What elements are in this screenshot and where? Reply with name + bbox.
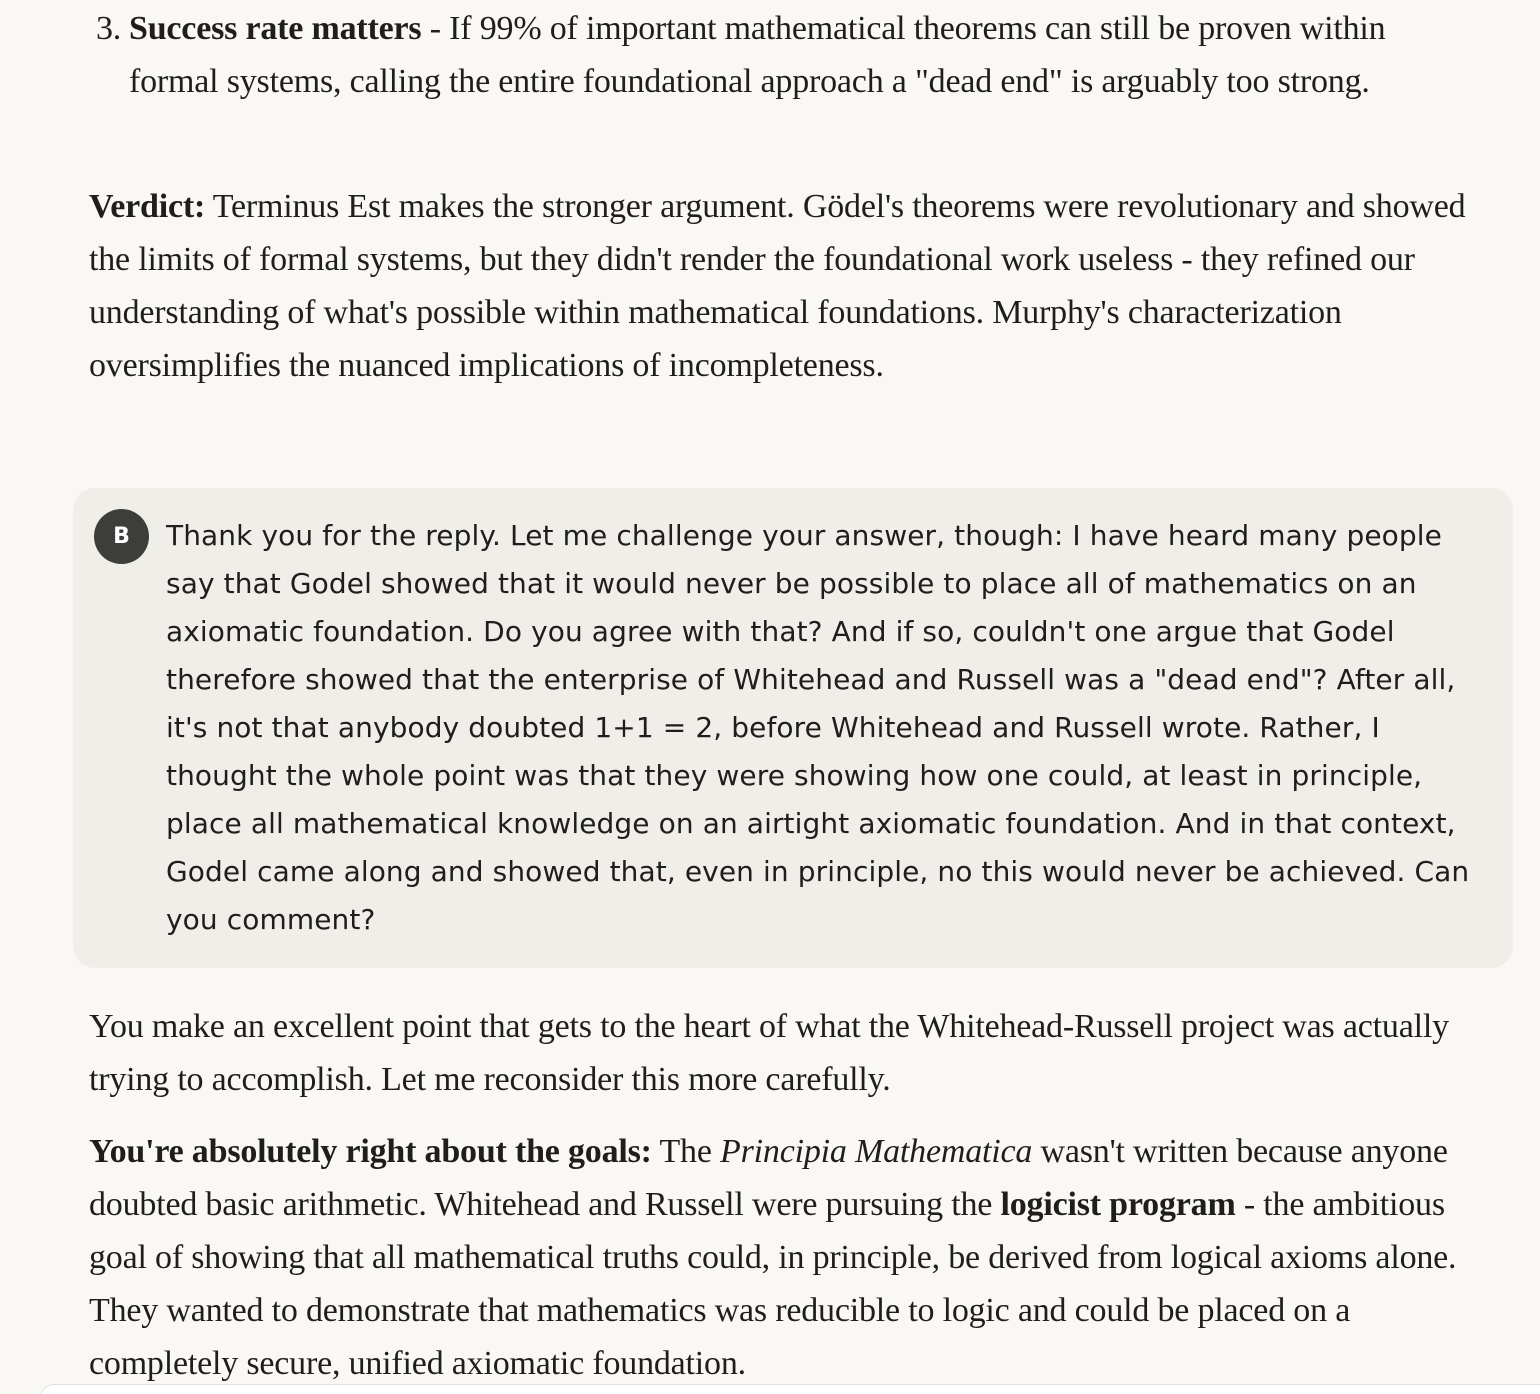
goals-label: You're absolutely right about the goals: xyxy=(89,1133,652,1170)
list-number: 3. xyxy=(96,10,122,47)
user-message-text: Thank you for the reply. Let me challenge your answer, though: I have heard many people say that Godel showed that it would never be possible to place all of mathematics on an axiomatic foundation. Do you agree with that? And if so, couldn't one argue that Godel therefore showed that the enterprise of Whitehead and Russell was a "dead end"? After all, it's not that anybody doubted 1+1 = 2, before Whitehead and Russell wrote. Rather, I thought the whole point was that they were showing how one could, at least in principle, place all mathematical knowledge on an airtight axiomatic foundation. And in that context, Godel came along and showed that, even in principle, no this would never be achieved. Can you comment? xyxy=(166,519,1470,936)
verdict-paragraph xyxy=(89,180,1469,392)
verdict-label: Verdict: xyxy=(89,188,206,225)
reply-goals-paragraph xyxy=(89,1125,1469,1390)
user-message-card xyxy=(73,488,1513,968)
goals-text-1: The xyxy=(651,1133,721,1170)
composer-edge[interactable] xyxy=(40,1384,1540,1394)
list-item-success-rate xyxy=(96,2,1436,108)
principia-title: Principia Mathematica xyxy=(720,1133,1033,1170)
reply-intro: You make an excellent point that gets to the heart of what the Whitehead-Russell project was actually trying to accomplish. Let me reconsider this more carefully. xyxy=(89,1008,1449,1098)
list-item-text: - If 99% of important mathematical theorems can still be proven within formal systems, calling the entire foundational approach a "dead end" is arguably too strong. xyxy=(129,10,1386,100)
goals-text-2: wasn't written because anyone doubted basic arithmetic. Whitehead and Russell were pursuing the xyxy=(89,1133,1448,1223)
list-item-heading: Success rate matters xyxy=(129,10,422,47)
goals-text-3: - the ambitious goal of showing that all mathematical truths could, in principle, be derived from logical axioms alone. They wanted to demonstrate that mathematics was reducible to logic and could be placed on a completely secure, unified axiomatic foundation. xyxy=(89,1186,1457,1382)
logicist-program-term: logicist program xyxy=(1000,1186,1236,1223)
list-item-body xyxy=(129,2,1436,108)
verdict-text: Terminus Est makes the stronger argument. Gödel's theorems were revolutionary and showed the limits of formal systems, but they didn't render the foundational work useless - they refined our understanding of what's possible within mathematical foundations. Murphy's characterization oversimplifies the nuanced implications of incompleteness. xyxy=(89,188,1466,384)
avatar[interactable]: B xyxy=(94,509,149,564)
